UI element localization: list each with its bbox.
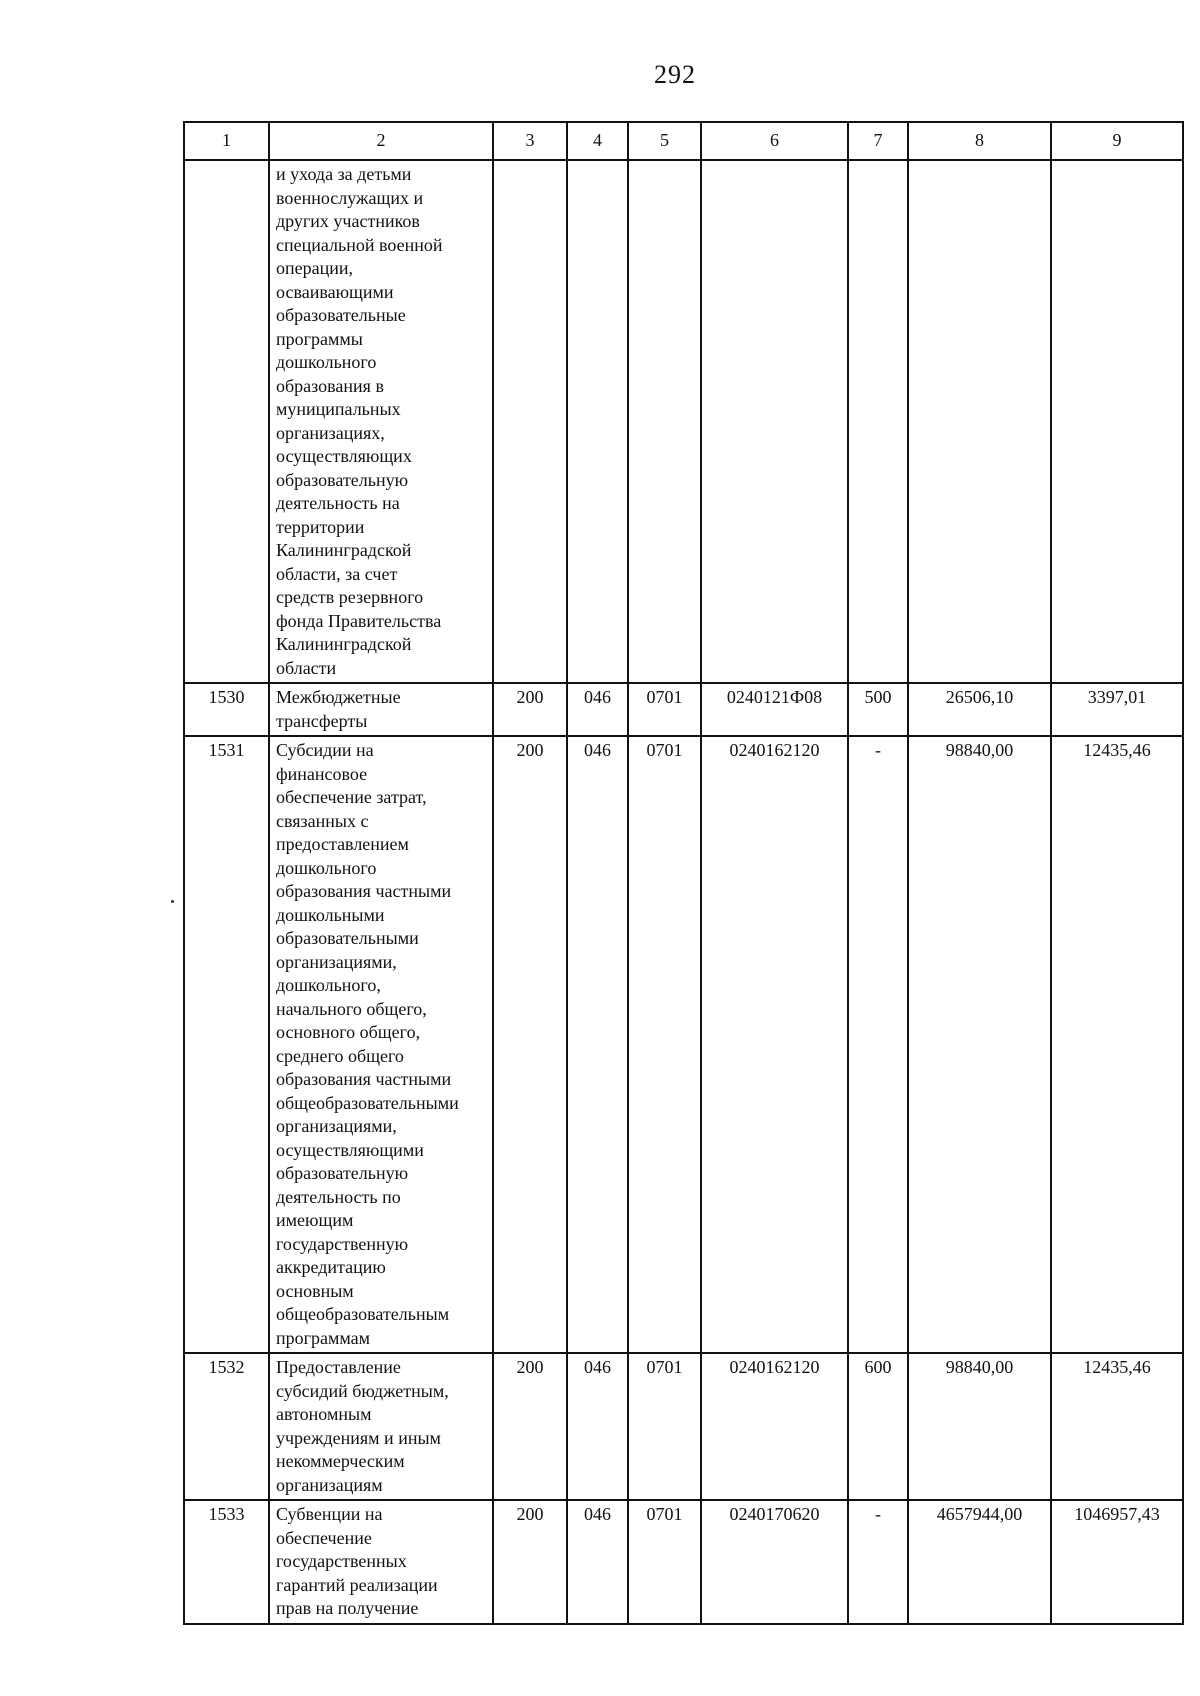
row-name: Субвенции на обеспечение государственных гарантий реализации прав на получение: [269, 1500, 493, 1624]
cell-col9: 3397,01: [1051, 683, 1183, 736]
table-row: [184, 1500, 1183, 1624]
column-header: 7: [848, 122, 908, 160]
cell-col7: [848, 160, 908, 683]
budget-table: [183, 121, 1184, 1625]
row-name: Субсидии на финансовое обеспечение затрат, связанных с предоставлением дошкольного образования частными дошкольными образовательными организациями, дошкольного, начального общего, основного общего, среднего общего образования частными общеобразовательными организациями, осуществляющими образовательную деятельность по имеющим государственную аккредитацию основным общеобразовательным программам: [269, 736, 493, 1353]
cell-col6: 0240162120: [701, 1353, 848, 1500]
cell-col3: 200: [493, 683, 567, 736]
column-header: 5: [628, 122, 701, 160]
column-header: 1: [184, 122, 269, 160]
page-number: 292: [654, 60, 696, 89]
header-row: [184, 122, 1183, 160]
cell-col5: 0701: [628, 683, 701, 736]
row-name: Предоставление субсидий бюджетным, автономным учреждениям и иным некоммерческим организациям: [269, 1353, 493, 1500]
cell-col6: 0240162120: [701, 736, 848, 1353]
cell-col8: 98840,00: [908, 1353, 1051, 1500]
cell-col8: 4657944,00: [908, 1500, 1051, 1624]
row-number: 1530: [184, 683, 269, 736]
column-header: 2: [269, 122, 493, 160]
cell-col3: 200: [493, 1353, 567, 1500]
cell-col7: -: [848, 736, 908, 1353]
row-number: [184, 160, 269, 683]
cell-col8: [908, 160, 1051, 683]
column-header: 6: [701, 122, 848, 160]
cell-col5: [628, 160, 701, 683]
cell-col9: 12435,46: [1051, 736, 1183, 1353]
cell-col3: 200: [493, 736, 567, 1353]
column-header: 3: [493, 122, 567, 160]
table-row: [184, 1353, 1183, 1500]
cell-col7: 500: [848, 683, 908, 736]
cell-col6: 0240170620: [701, 1500, 848, 1624]
cell-col9: [1051, 160, 1183, 683]
table-row: [184, 736, 1183, 1353]
cell-col6: 0240121Ф08: [701, 683, 848, 736]
cell-col3: 200: [493, 1500, 567, 1624]
row-number: 1531: [184, 736, 269, 1353]
column-header: 4: [567, 122, 628, 160]
column-header: 9: [1051, 122, 1183, 160]
row-name: и ухода за детьми военнослужащих и других участников специальной военной операции, осваивающими образовательные программы дошкольного образования в муниципальных организациях, осуществляющих образовательную деятельность на территории Калининградской области, за счет средств резервного фонда Правительства Калининградской области: [269, 160, 493, 683]
cell-col8: 26506,10: [908, 683, 1051, 736]
cell-col6: [701, 160, 848, 683]
row-number: 1533: [184, 1500, 269, 1624]
cell-col3: [493, 160, 567, 683]
row-number: 1532: [184, 1353, 269, 1500]
cell-col4: 046: [567, 736, 628, 1353]
cell-col7: 600: [848, 1353, 908, 1500]
table-row: [184, 683, 1183, 736]
cell-col9: 12435,46: [1051, 1353, 1183, 1500]
cell-col5: 0701: [628, 1500, 701, 1624]
cell-col4: 046: [567, 1500, 628, 1624]
cell-col9: 1046957,43: [1051, 1500, 1183, 1624]
row-name: Межбюджетные трансферты: [269, 683, 493, 736]
cell-col4: 046: [567, 683, 628, 736]
scan-speck: [171, 900, 174, 903]
cell-col5: 0701: [628, 736, 701, 1353]
cell-col8: 98840,00: [908, 736, 1051, 1353]
table-row: [184, 160, 1183, 683]
cell-col4: 046: [567, 1353, 628, 1500]
cell-col7: -: [848, 1500, 908, 1624]
column-header: 8: [908, 122, 1051, 160]
cell-col5: 0701: [628, 1353, 701, 1500]
cell-col4: [567, 160, 628, 683]
